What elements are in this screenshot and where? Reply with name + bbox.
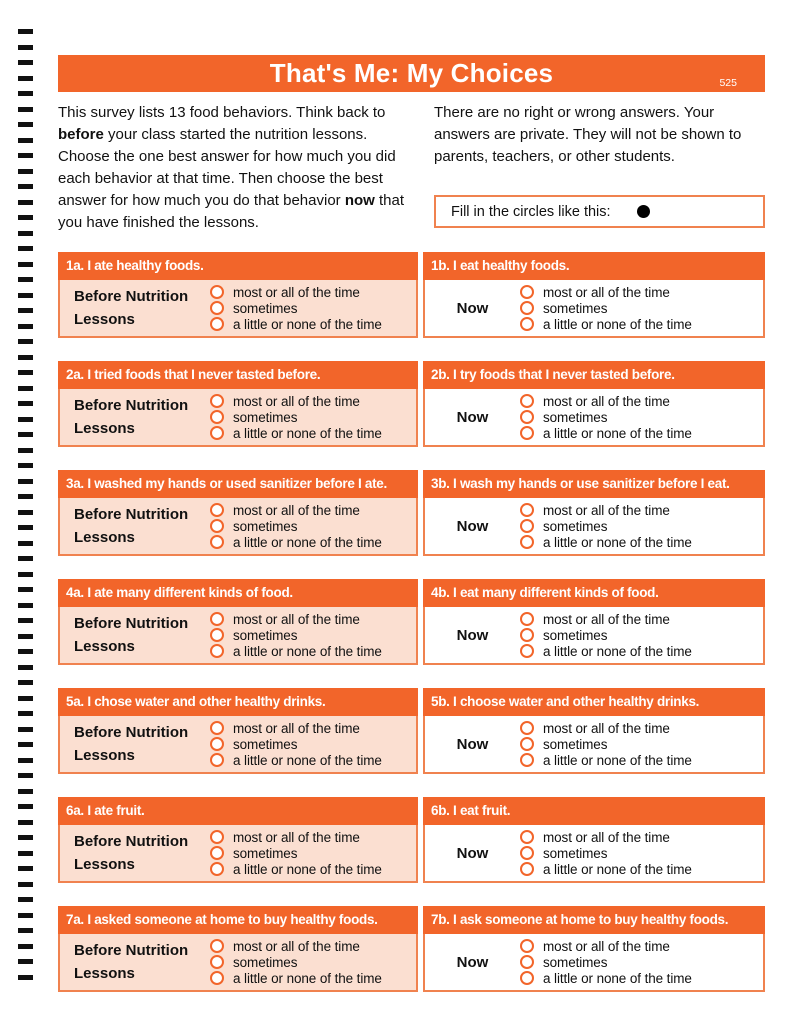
label-now: Now <box>456 626 489 644</box>
binding-dash-icon <box>18 29 33 34</box>
label-now: Now <box>456 408 489 426</box>
radio-circle-icon[interactable] <box>210 394 224 408</box>
radio-option[interactable] <box>520 535 763 550</box>
question-body <box>58 280 418 338</box>
options-list <box>210 716 416 772</box>
binding-marks <box>18 29 33 990</box>
binding-dash-icon <box>18 510 33 515</box>
question-body <box>423 607 765 665</box>
binding-dash-icon <box>18 60 33 65</box>
binding-dash-icon <box>18 386 33 391</box>
radio-circle-icon[interactable] <box>210 846 224 860</box>
radio-option[interactable] <box>210 939 416 954</box>
intro-paragraph-right: There are no right or wrong answers. Your answers are private. They will not be shown to parents, teachers, or other students. <box>434 104 742 165</box>
question-block-6a <box>58 797 418 883</box>
option-label: most or all of the time <box>543 611 670 627</box>
option-label: sometimes <box>543 409 608 425</box>
radio-option[interactable] <box>210 628 416 643</box>
binding-dash-icon <box>18 928 33 933</box>
question-body <box>58 498 418 556</box>
binding-dash-icon <box>18 727 33 732</box>
options-list <box>520 280 763 336</box>
radio-circle-icon[interactable] <box>520 737 534 751</box>
radio-option[interactable] <box>520 285 763 300</box>
binding-dash-icon <box>18 432 33 437</box>
question-block-1b <box>423 252 765 338</box>
question-block-7b <box>423 906 765 992</box>
question-header: 3a. I washed my hands or used sanitizer before I ate. <box>58 470 418 498</box>
radio-option[interactable] <box>520 971 763 986</box>
question-block-3b <box>423 470 765 556</box>
radio-circle-icon[interactable] <box>210 519 224 533</box>
radio-option[interactable] <box>210 846 416 861</box>
radio-circle-icon[interactable] <box>520 426 534 440</box>
question-block-5a <box>58 688 418 774</box>
radio-option[interactable] <box>210 612 416 627</box>
radio-circle-icon[interactable] <box>520 394 534 408</box>
radio-circle-icon[interactable] <box>210 721 224 735</box>
radio-option[interactable] <box>520 317 763 332</box>
option-label: sometimes <box>233 300 298 316</box>
radio-option[interactable] <box>210 535 416 550</box>
option-label: most or all of the time <box>233 611 360 627</box>
radio-option[interactable] <box>210 862 416 877</box>
binding-dash-icon <box>18 401 33 406</box>
radio-option[interactable] <box>520 410 763 425</box>
option-label: most or all of the time <box>543 829 670 845</box>
question-header: 5b. I choose water and other healthy drinks. <box>423 688 765 716</box>
question-body <box>58 934 418 992</box>
title-bar <box>58 55 765 92</box>
intro-section <box>58 102 765 234</box>
option-label: a little or none of the time <box>233 316 382 332</box>
options-list <box>210 280 416 336</box>
binding-dash-icon <box>18 417 33 422</box>
question-block-7a <box>58 906 418 992</box>
radio-circle-icon[interactable] <box>210 628 224 642</box>
binding-dash-icon <box>18 541 33 546</box>
binding-dash-icon <box>18 293 33 298</box>
option-label: most or all of the time <box>543 502 670 518</box>
option-label: most or all of the time <box>543 284 670 300</box>
radio-option[interactable] <box>210 519 416 534</box>
option-label: sometimes <box>543 736 608 752</box>
radio-circle-icon[interactable] <box>210 317 224 331</box>
radio-option[interactable] <box>520 737 763 752</box>
binding-dash-icon <box>18 711 33 716</box>
binding-dash-icon <box>18 773 33 778</box>
radio-option[interactable] <box>520 955 763 970</box>
question-header: 4a. I ate many different kinds of food. <box>58 579 418 607</box>
option-label: most or all of the time <box>233 502 360 518</box>
binding-dash-icon <box>18 153 33 158</box>
binding-dash-icon <box>18 789 33 794</box>
radio-option[interactable] <box>520 503 763 518</box>
radio-circle-icon[interactable] <box>210 644 224 658</box>
binding-dash-icon <box>18 91 33 96</box>
radio-circle-icon[interactable] <box>520 285 534 299</box>
binding-dash-icon <box>18 370 33 375</box>
binding-dash-icon <box>18 820 33 825</box>
radio-circle-icon[interactable] <box>520 410 534 424</box>
option-label: most or all of the time <box>543 720 670 736</box>
page-title: That's Me: My Choices <box>269 58 554 88</box>
question-block-4a <box>58 579 418 665</box>
radio-circle-icon[interactable] <box>520 862 534 876</box>
fill-instruction-label: Fill in the circles like this: <box>451 203 611 220</box>
radio-option[interactable] <box>520 830 763 845</box>
radio-circle-icon[interactable] <box>210 535 224 549</box>
binding-dash-icon <box>18 215 33 220</box>
radio-option[interactable] <box>520 394 763 409</box>
options-list <box>210 498 416 554</box>
radio-circle-icon[interactable] <box>210 737 224 751</box>
binding-dash-icon <box>18 866 33 871</box>
question-header: 1b. I eat healthy foods. <box>423 252 765 280</box>
radio-option[interactable] <box>210 426 416 441</box>
intro-right-column <box>434 102 765 234</box>
label-before-nutrition-lessons: Before Nutrition Lessons <box>74 833 189 873</box>
question-row <box>58 252 765 338</box>
question-header: 2b. I try foods that I never tasted before. <box>423 361 765 389</box>
radio-option[interactable] <box>210 317 416 332</box>
radio-circle-icon[interactable] <box>520 721 534 735</box>
radio-option[interactable] <box>210 971 416 986</box>
question-header: 7a. I asked someone at home to buy healthy foods. <box>58 906 418 934</box>
radio-circle-icon[interactable] <box>520 317 534 331</box>
question-header: 2a. I tried foods that I never tasted before. <box>58 361 418 389</box>
question-body <box>58 607 418 665</box>
question-header: 1a. I ate healthy foods. <box>58 252 418 280</box>
option-label: sometimes <box>543 518 608 534</box>
option-label: sometimes <box>233 845 298 861</box>
option-label: most or all of the time <box>233 393 360 409</box>
radio-circle-icon[interactable] <box>210 939 224 953</box>
label-before-nutrition-lessons: Before Nutrition Lessons <box>74 942 189 982</box>
question-header: 3b. I wash my hands or use sanitizer before I eat. <box>423 470 765 498</box>
radio-circle-icon[interactable] <box>520 846 534 860</box>
option-label: sometimes <box>543 845 608 861</box>
radio-circle-icon[interactable] <box>210 830 224 844</box>
label-before-nutrition-lessons: Before Nutrition Lessons <box>74 615 189 655</box>
binding-dash-icon <box>18 308 33 313</box>
option-label: a little or none of the time <box>543 970 692 986</box>
option-label: a little or none of the time <box>233 861 382 877</box>
questions-list <box>58 252 765 992</box>
binding-dash-icon <box>18 649 33 654</box>
option-label: most or all of the time <box>233 829 360 845</box>
intro-segment: This survey lists 13 food behaviors. Think back to <box>58 104 386 121</box>
option-label: most or all of the time <box>543 393 670 409</box>
binding-dash-icon <box>18 262 33 267</box>
option-label: a little or none of the time <box>233 534 382 550</box>
options-list <box>520 498 763 554</box>
radio-circle-icon[interactable] <box>520 503 534 517</box>
binding-dash-icon <box>18 45 33 50</box>
radio-option[interactable] <box>210 830 416 845</box>
question-block-2b <box>423 361 765 447</box>
question-row <box>58 361 765 447</box>
binding-dash-icon <box>18 851 33 856</box>
question-body <box>58 389 418 447</box>
label-before-nutrition-lessons: Before Nutrition Lessons <box>74 724 189 764</box>
label-now: Now <box>456 844 489 862</box>
binding-dash-icon <box>18 804 33 809</box>
question-body <box>423 280 765 338</box>
radio-circle-icon[interactable] <box>520 612 534 626</box>
question-block-1a <box>58 252 418 338</box>
radio-circle-icon[interactable] <box>520 519 534 533</box>
binding-dash-icon <box>18 479 33 484</box>
option-label: most or all of the time <box>233 284 360 300</box>
binding-dash-icon <box>18 463 33 468</box>
question-block-5b <box>423 688 765 774</box>
radio-option[interactable] <box>210 737 416 752</box>
binding-dash-icon <box>18 587 33 592</box>
radio-circle-icon[interactable] <box>210 753 224 767</box>
radio-option[interactable] <box>210 285 416 300</box>
label-before-nutrition-lessons: Before Nutrition Lessons <box>74 397 189 437</box>
label-now: Now <box>456 299 489 317</box>
binding-dash-icon <box>18 665 33 670</box>
radio-option[interactable] <box>210 394 416 409</box>
radio-option[interactable] <box>210 410 416 425</box>
binding-dash-icon <box>18 200 33 205</box>
binding-dash-icon <box>18 355 33 360</box>
radio-option[interactable] <box>210 503 416 518</box>
binding-dash-icon <box>18 913 33 918</box>
question-row <box>58 906 765 992</box>
question-body <box>58 716 418 774</box>
option-label: a little or none of the time <box>543 861 692 877</box>
label-now: Now <box>456 735 489 753</box>
binding-dash-icon <box>18 975 33 980</box>
question-body <box>58 825 418 883</box>
radio-option[interactable] <box>520 612 763 627</box>
radio-option[interactable] <box>520 939 763 954</box>
label-now: Now <box>456 517 489 535</box>
option-label: a little or none of the time <box>543 425 692 441</box>
binding-dash-icon <box>18 680 33 685</box>
options-list <box>520 934 763 990</box>
options-list <box>520 389 763 445</box>
radio-option[interactable] <box>520 628 763 643</box>
options-list <box>210 934 416 990</box>
option-label: a little or none of the time <box>233 643 382 659</box>
radio-option[interactable] <box>520 862 763 877</box>
radio-option[interactable] <box>520 426 763 441</box>
survey-page <box>58 0 765 1015</box>
option-label: sometimes <box>233 954 298 970</box>
binding-dash-icon <box>18 618 33 623</box>
question-header: 6b. I eat fruit. <box>423 797 765 825</box>
question-row <box>58 470 765 556</box>
option-label: a little or none of the time <box>543 752 692 768</box>
question-header: 5a. I chose water and other healthy drinks. <box>58 688 418 716</box>
question-block-4b <box>423 579 765 665</box>
radio-circle-icon[interactable] <box>210 862 224 876</box>
radio-circle-icon[interactable] <box>210 301 224 315</box>
question-body <box>423 934 765 992</box>
binding-dash-icon <box>18 742 33 747</box>
question-block-3a <box>58 470 418 556</box>
radio-circle-icon[interactable] <box>520 971 534 985</box>
question-header: 4b. I eat many different kinds of food. <box>423 579 765 607</box>
label-before-nutrition-lessons: Before Nutrition Lessons <box>74 506 189 546</box>
binding-dash-icon <box>18 277 33 282</box>
option-label: sometimes <box>543 954 608 970</box>
radio-circle-icon[interactable] <box>520 644 534 658</box>
binding-dash-icon <box>18 556 33 561</box>
intro-segment: your class started the nutrition lessons. Choose the one best answer for how much you did each behavior at that time. Then choose the best answer for how much you do that behavior <box>58 126 396 209</box>
radio-option[interactable] <box>520 519 763 534</box>
radio-option[interactable] <box>210 955 416 970</box>
radio-circle-icon[interactable] <box>520 939 534 953</box>
option-label: most or all of the time <box>543 938 670 954</box>
option-label: most or all of the time <box>233 720 360 736</box>
radio-option[interactable] <box>520 644 763 659</box>
intro-paragraph-left <box>58 102 412 234</box>
option-label: a little or none of the time <box>543 643 692 659</box>
question-body <box>423 389 765 447</box>
radio-option[interactable] <box>210 753 416 768</box>
option-label: most or all of the time <box>233 938 360 954</box>
binding-dash-icon <box>18 138 33 143</box>
options-list <box>520 607 763 663</box>
question-body <box>423 498 765 556</box>
radio-circle-icon[interactable] <box>520 753 534 767</box>
radio-option[interactable] <box>210 721 416 736</box>
radio-option[interactable] <box>210 644 416 659</box>
question-header: 7b. I ask someone at home to buy healthy foods. <box>423 906 765 934</box>
binding-dash-icon <box>18 758 33 763</box>
binding-dash-icon <box>18 107 33 112</box>
binding-dash-icon <box>18 76 33 81</box>
radio-circle-icon[interactable] <box>210 612 224 626</box>
binding-dash-icon <box>18 324 33 329</box>
radio-option[interactable] <box>210 301 416 316</box>
binding-dash-icon <box>18 882 33 887</box>
binding-dash-icon <box>18 184 33 189</box>
options-list <box>520 716 763 772</box>
radio-circle-icon[interactable] <box>210 426 224 440</box>
binding-dash-icon <box>18 525 33 530</box>
binding-dash-icon <box>18 169 33 174</box>
radio-option[interactable] <box>520 753 763 768</box>
binding-dash-icon <box>18 897 33 902</box>
binding-dash-icon <box>18 603 33 608</box>
option-label: sometimes <box>233 736 298 752</box>
radio-circle-icon[interactable] <box>210 503 224 517</box>
filled-circle-example-icon <box>637 205 650 218</box>
option-label: a little or none of the time <box>233 752 382 768</box>
radio-circle-icon[interactable] <box>520 830 534 844</box>
option-label: sometimes <box>233 518 298 534</box>
binding-dash-icon <box>18 122 33 127</box>
intro-segment: now <box>344 192 375 209</box>
page-number: 525 <box>719 77 737 89</box>
radio-option[interactable] <box>520 846 763 861</box>
intro-segment: that you have finished the lessons. <box>58 192 405 231</box>
binding-dash-icon <box>18 835 33 840</box>
question-row <box>58 688 765 774</box>
binding-dash-icon <box>18 572 33 577</box>
binding-dash-icon <box>18 231 33 236</box>
question-block-2a <box>58 361 418 447</box>
option-label: sometimes <box>543 627 608 643</box>
fill-instruction-box <box>434 195 765 228</box>
question-body <box>423 825 765 883</box>
option-label: sometimes <box>543 300 608 316</box>
question-row <box>58 797 765 883</box>
option-label: a little or none of the time <box>233 425 382 441</box>
radio-circle-icon[interactable] <box>210 971 224 985</box>
option-label: a little or none of the time <box>233 970 382 986</box>
radio-circle-icon[interactable] <box>520 628 534 642</box>
question-row <box>58 579 765 665</box>
option-label: sometimes <box>233 627 298 643</box>
option-label: sometimes <box>233 409 298 425</box>
radio-circle-icon[interactable] <box>210 285 224 299</box>
binding-dash-icon <box>18 696 33 701</box>
intro-segment: before <box>58 126 104 143</box>
options-list <box>520 825 763 881</box>
binding-dash-icon <box>18 634 33 639</box>
options-list <box>210 607 416 663</box>
binding-dash-icon <box>18 494 33 499</box>
binding-dash-icon <box>18 944 33 949</box>
option-label: a little or none of the time <box>543 316 692 332</box>
question-block-6b <box>423 797 765 883</box>
radio-circle-icon[interactable] <box>520 955 534 969</box>
binding-dash-icon <box>18 246 33 251</box>
options-list <box>210 825 416 881</box>
radio-circle-icon[interactable] <box>210 955 224 969</box>
radio-circle-icon[interactable] <box>520 535 534 549</box>
options-list <box>210 389 416 445</box>
radio-circle-icon[interactable] <box>210 410 224 424</box>
radio-circle-icon[interactable] <box>520 301 534 315</box>
radio-option[interactable] <box>520 721 763 736</box>
binding-dash-icon <box>18 339 33 344</box>
radio-option[interactable] <box>520 301 763 316</box>
binding-dash-icon <box>18 959 33 964</box>
binding-dash-icon <box>18 448 33 453</box>
label-now: Now <box>456 953 489 971</box>
label-before-nutrition-lessons: Before Nutrition Lessons <box>74 288 189 328</box>
question-header: 6a. I ate fruit. <box>58 797 418 825</box>
question-body <box>423 716 765 774</box>
option-label: a little or none of the time <box>543 534 692 550</box>
